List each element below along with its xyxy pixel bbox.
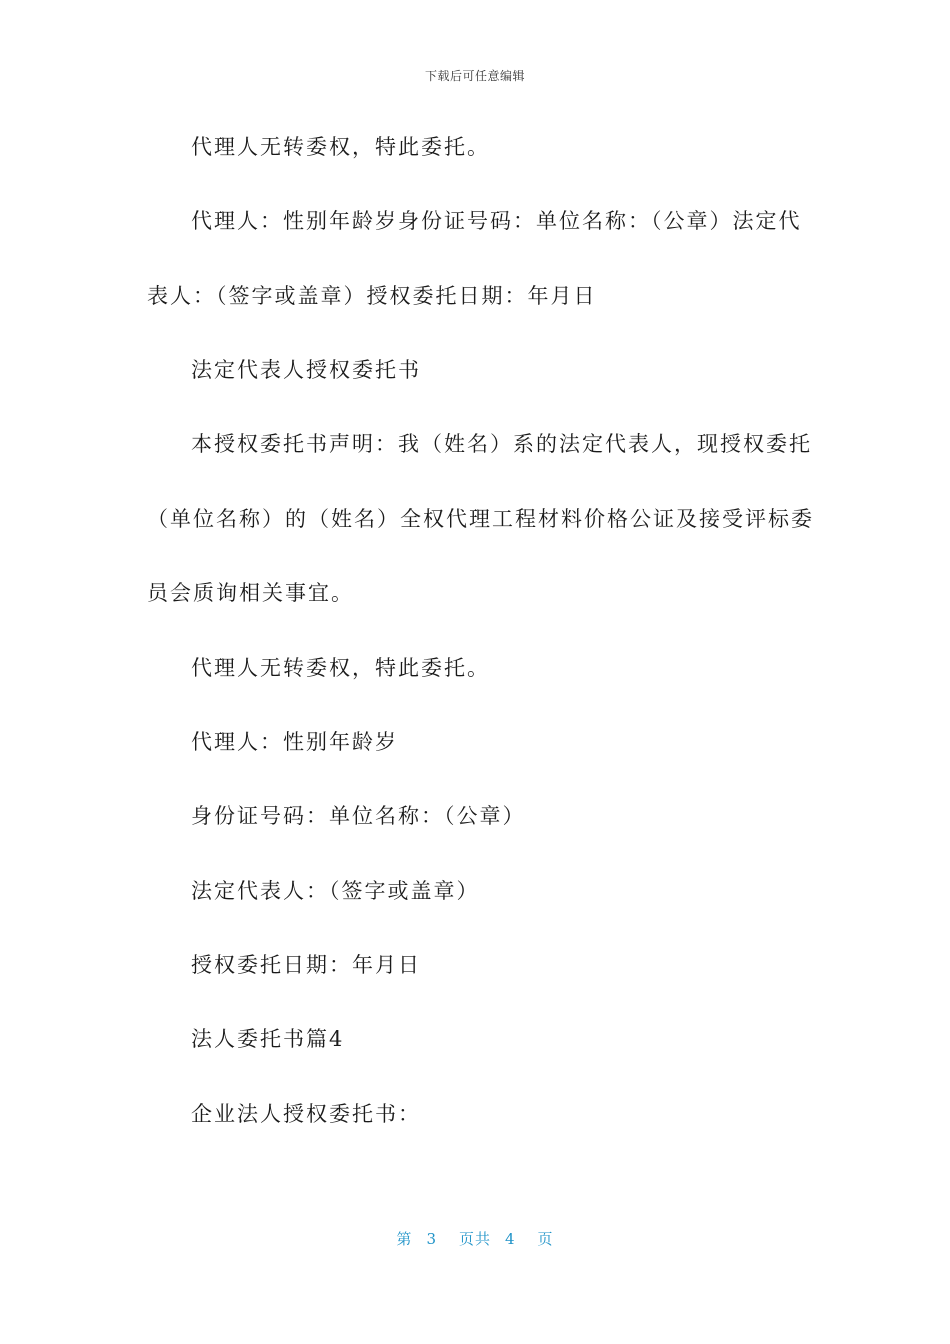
paragraph-line: 代理人：性别年龄岁 <box>191 730 398 754</box>
page-mid-text: 页共 <box>458 1230 491 1248</box>
paragraph-line: 表人：（签字或盖章）授权委托日期：年月日 <box>147 284 597 308</box>
paragraph-line: 代理人无转委权，特此委托。 <box>191 656 490 680</box>
page-header: 下载后可任意编辑 <box>424 69 525 83</box>
page-prefix: 第 <box>396 1230 413 1248</box>
page-footer <box>0 1228 950 1249</box>
paragraph-line: 代理人：性别年龄岁身份证号码：单位名称：（公章）法定代 <box>191 209 802 233</box>
section-title: 法定代表人授权委托书 <box>191 358 421 382</box>
page-total-number: 4 <box>505 1230 516 1248</box>
page-current-number: 3 <box>426 1230 437 1248</box>
paragraph-line: （单位名称）的（姓名）全权代理工程材料价格公证及接受评标委 <box>147 507 814 531</box>
paragraph-line: 身份证号码：单位名称：（公章） <box>191 804 526 828</box>
paragraph-line: 本授权委托书声明：我（姓名）系的法定代表人，现授权委托 <box>191 432 812 456</box>
paragraph-line: 员会质询相关事宜。 <box>147 581 354 605</box>
page-suffix: 页 <box>537 1230 554 1248</box>
paragraph-line: 授权委托日期：年月日 <box>191 953 421 977</box>
paragraph-line: 企业法人授权委托书： <box>191 1102 421 1126</box>
paragraph-line: 代理人无转委权，特此委托。 <box>191 135 490 159</box>
section-title: 法人委托书篇4 <box>191 1027 345 1051</box>
paragraph-line: 法定代表人：（签字或盖章） <box>191 879 480 903</box>
